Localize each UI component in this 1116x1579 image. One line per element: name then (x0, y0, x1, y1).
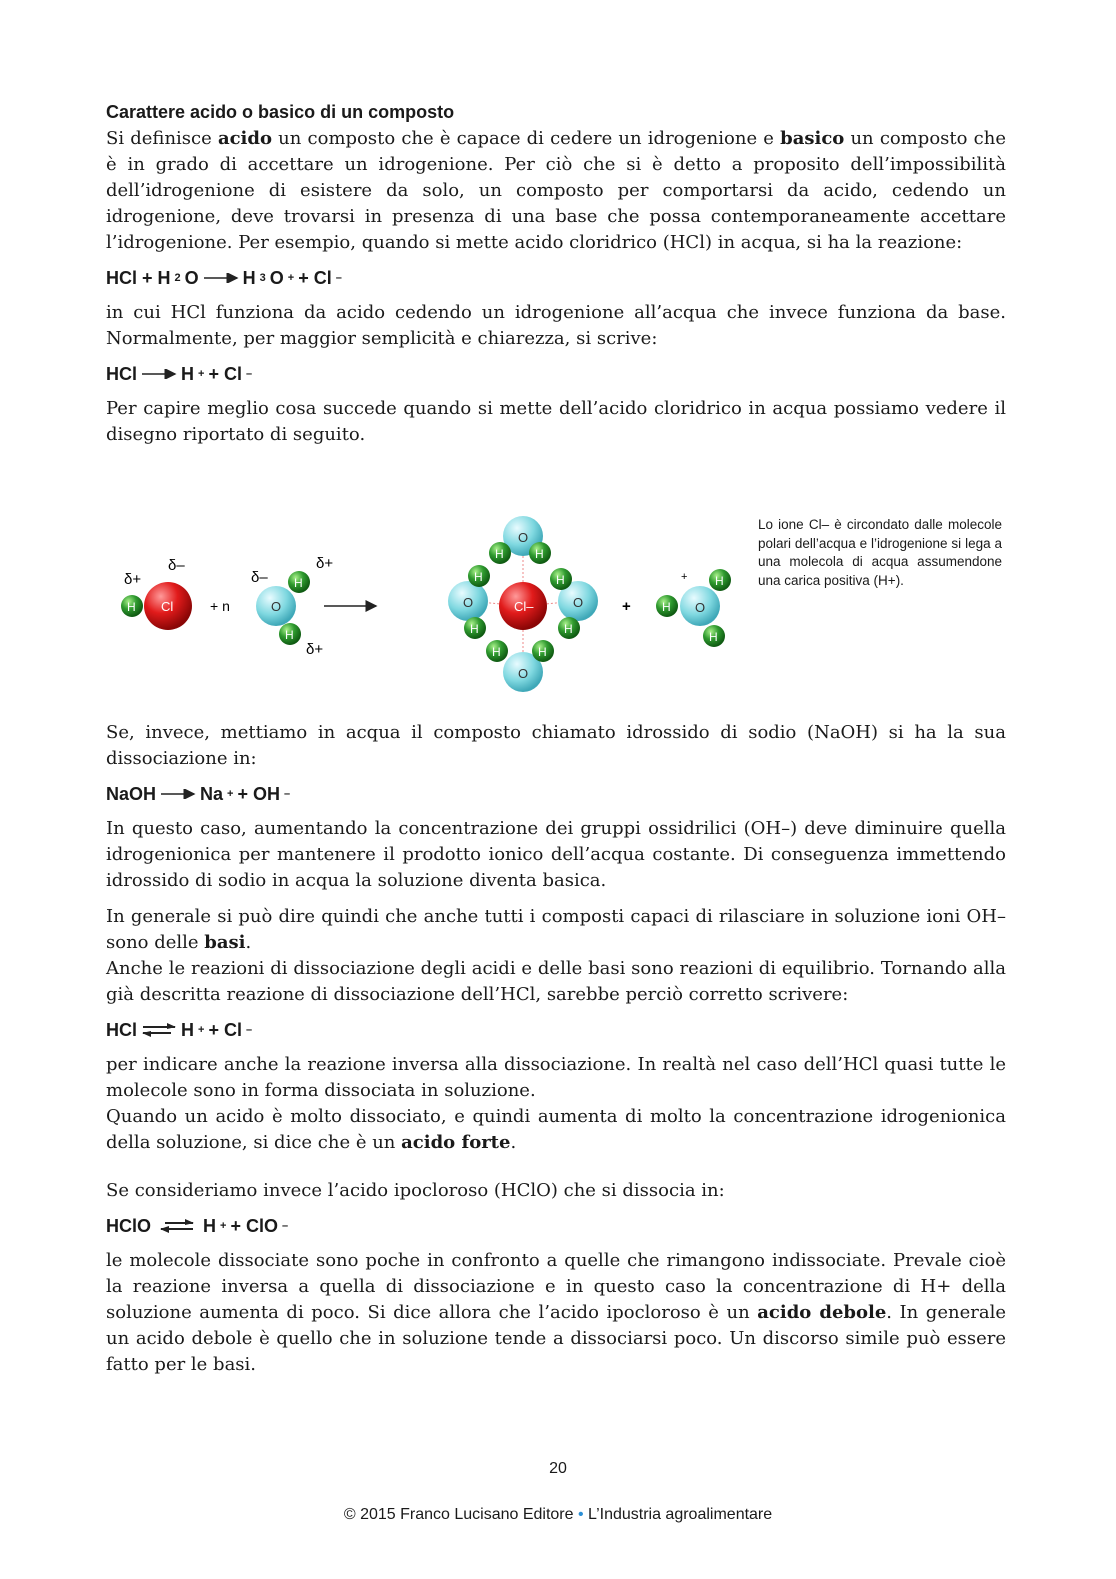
atom-label: H (127, 600, 136, 614)
equation-hclo-equilibrium: HClO H + + ClO – (106, 1216, 289, 1236)
atom-label: H (474, 570, 483, 584)
arrow-icon (141, 369, 177, 379)
plus-n-label: + n (210, 598, 230, 614)
hcl-water-figure (106, 456, 1006, 706)
atom-label: O (271, 599, 282, 614)
footer-copyright: © 2015 Franco Lucisano Editore • L’Industria agroalimentare (343, 1506, 773, 1523)
atom-label: Cl– (514, 599, 534, 614)
atom-label: O (518, 666, 529, 681)
arrow-icon (160, 789, 196, 799)
delta-plus-label: δ+ (124, 571, 142, 588)
atom-label: Cl (161, 599, 174, 614)
paragraph-5: In questo caso, aumentando la concentrazione dei gruppi ossidrilici (OH–) deve diminuire quella idrogenionica per mantenere il prodotto ionico dell’acqua costante. Di conseguenza immettendo idrossido di sodio in acqua la soluzione diventa basica. (106, 818, 1006, 891)
atom-label: H (285, 628, 294, 642)
paragraph-4: Se, invece, mettiamo in acqua il composto chiamato idrossido di sodio (NaOH) si ha la sua dissociazione in: (106, 722, 1006, 769)
atom-label: H (564, 622, 573, 636)
atom-label: H (470, 622, 479, 636)
atom-label: H (709, 630, 718, 644)
footer-separator: • (577, 1506, 584, 1523)
delta-plus-label: δ+ (316, 555, 334, 572)
equation-hcl-simple: HCl H + + Cl – (106, 364, 253, 384)
atom-label: H (715, 574, 724, 588)
equation-naoh: NaOH Na + + OH – (106, 784, 291, 804)
delta-minus-label: δ– (168, 557, 185, 574)
molecule-diagram (106, 456, 756, 706)
atom-label: H (492, 645, 501, 659)
charge-label: + (681, 571, 688, 583)
atom-label: H (556, 573, 565, 587)
paragraph-2: in cui HCl funziona da acido cedendo un idrogenione all’acqua che invece funziona da base. Normalmente, per maggior semplicità e chiarezza, si scrive: (106, 302, 1006, 349)
figure-caption: Lo ione Cl– è circondato dalle molecole polari dell’acqua e l’idrogenione si lega a una molecola di acqua assumendone una carica positiva (H+). (758, 517, 1002, 588)
equilibrium-arrow-icon (141, 1023, 177, 1037)
paragraph-8: per indicare anche la reazione inversa alla dissociazione. In realtà nel caso dell’HCl quasi tutte le molecole sono in forma dissociata in soluzione. (106, 1054, 1006, 1101)
atom-label: O (463, 595, 474, 610)
paragraph-1: Si definisce acido un composto che è capace di cedere un idrogenione e basico un composto che è in grado di accettare un idrogenione. Per ciò che si è detto a proposito dell’impossibilità dell’idrogenione di esistere da solo, un composto per comportarsi da acido, cedendo un idrogenione, deve trovarsi in presenza di una base che possa contemporaneamente accettare l’idrogenione. Per esempio, quando si mette acido cloridrico (HCl) in acqua, si ha la reazione: (106, 128, 1006, 253)
equation-hcl-water: HCl + H 2 O H 3 O + + Cl – (106, 268, 342, 288)
delta-plus-label: δ+ (306, 641, 324, 658)
plus-label: + (622, 598, 631, 615)
page-number: 20 (549, 1460, 567, 1477)
atom-label: H (538, 645, 547, 659)
paragraph-7: Anche le reazioni di dissociazione degli acidi e delle basi sono reazioni di equilibrio. Tornando alla già descritta reazione di dissociazione dell’HCl, sarebbe perciò corretto scrivere: (106, 958, 1006, 1005)
paragraph-3: Per capire meglio cosa succede quando si mette dell’acido cloridrico in acqua possiamo vedere il disegno riportato di seguito. (106, 398, 1006, 445)
section-title: Carattere acido o basico di un composto (106, 102, 455, 122)
paragraph-9: Quando un acido è molto dissociato, e quindi aumenta di molto la concentrazione idrogenionica della soluzione, si dice che è un acido forte. (106, 1106, 1006, 1153)
delta-minus-label: δ– (251, 569, 268, 586)
paragraph-6: In generale si può dire quindi che anche tutti i composti capaci di rilasciare in soluzione ioni OH– sono delle basi. (106, 906, 1006, 953)
equilibrium-arrow-icon (155, 1219, 199, 1233)
atom-label: O (518, 530, 529, 545)
paragraph-11: le molecole dissociate sono poche in confronto a quelle che rimangono indissociate. Prevale cioè la reazione inversa a quella di dissociazione e in questo caso la concentrazione di H+ della soluzione aumenta di poco. Si dice allora che l’acido ipocloroso è un acido debole. In generale un acido debole è quello che in soluzione tende a dissociarsi poco. Un discorso simile può essere fatto per le basi. (106, 1250, 1006, 1375)
atom-label: O (695, 600, 706, 615)
arrow-icon (203, 273, 239, 283)
atom-label: H (294, 576, 303, 590)
atom-label: O (573, 595, 584, 610)
atom-label: H (662, 600, 671, 614)
equation-hcl-equilibrium: HCl H + + Cl – (106, 1020, 253, 1040)
atom-label: H (535, 547, 544, 561)
paragraph-10: Se consideriamo invece l’acido ipocloroso (HClO) che si dissocia in: (106, 1180, 725, 1201)
page-content (106, 100, 1006, 1378)
atom-label: H (495, 547, 504, 561)
